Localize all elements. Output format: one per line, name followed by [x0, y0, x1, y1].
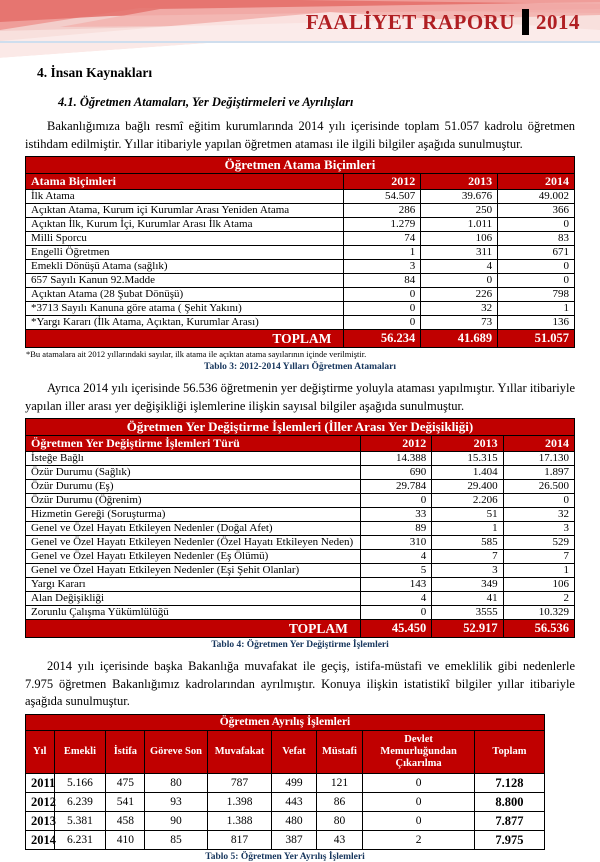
table-cell: 0 — [360, 494, 431, 508]
column-header: Toplam — [474, 730, 544, 773]
report-year: 2014 — [536, 9, 580, 34]
table-cell: 143 — [360, 578, 431, 592]
table-cell: İsteğe Bağlı — [26, 452, 361, 466]
table-cell: İlk Atama — [26, 190, 344, 204]
table-cell: 671 — [498, 246, 575, 260]
table-cell: 226 — [421, 288, 498, 302]
table-cell: 7.128 — [474, 773, 544, 792]
table-cell: 80 — [316, 811, 363, 830]
total-label: TOPLAM — [26, 620, 361, 638]
table-cell: 93 — [145, 792, 207, 811]
table-cell: 29.784 — [360, 480, 431, 494]
report-title: FAALİYET RAPORU — [305, 9, 515, 34]
table-cell: 387 — [272, 830, 316, 849]
table-cell: 529 — [503, 536, 574, 550]
table-cell: *Yargı Kararı (İlk Atama, Açıktan, Kurumlar Arası) — [26, 316, 344, 330]
total-value: 56.536 — [503, 620, 574, 638]
page-header — [0, 0, 600, 41]
table-cell: 475 — [106, 773, 145, 792]
table-cell: Açıktan İlk, Kurum İçi, Kurumlar Arası İlk Atama — [26, 218, 344, 232]
table-cell: 84 — [344, 274, 421, 288]
table-cell: 0 — [360, 606, 431, 620]
total-value: 56.234 — [344, 330, 421, 348]
table-cell: 0 — [344, 302, 421, 316]
table-cell: Genel ve Özel Hayatı Etkileyen Nedenler (Eş Ölümü) — [26, 550, 361, 564]
table-row — [26, 550, 575, 564]
table-cell: 15.315 — [432, 452, 503, 466]
table-cell: 33 — [360, 508, 431, 522]
table-cell: 7 — [503, 550, 574, 564]
table-cell: 4 — [421, 260, 498, 274]
table-cell: Hizmetin Gereği (Soruşturma) — [26, 508, 361, 522]
table-cell: 5 — [360, 564, 431, 578]
column-header: Vefat — [272, 730, 316, 773]
table-title: Öğretmen Atama Biçimleri — [26, 157, 575, 174]
table3-caption: Tablo 5: Öğretmen Yer Ayrılış İşlemleri — [205, 851, 365, 862]
table-cell: 4 — [360, 592, 431, 606]
subsection-heading: 4.1. Öğretmen Atamaları, Yer Değiştirmeleri ve Ayrılışları — [58, 95, 354, 109]
table-cell: 3 — [344, 260, 421, 274]
table2-caption: Tablo 4: Öğretmen Yer Değiştirme İşlemleri — [211, 640, 389, 650]
table-cell: 0 — [363, 792, 475, 811]
column-header: Devlet Memurluğundan Çıkarılma — [363, 730, 475, 773]
table-row — [26, 592, 575, 606]
table-cell: Özür Durumu (Sağlık) — [26, 466, 361, 480]
table-cell: 657 Sayılı Kanun 92.Madde — [26, 274, 344, 288]
table-row — [26, 536, 575, 550]
table-row — [26, 274, 575, 288]
table-cell: 2 — [363, 830, 475, 849]
table-cell: 0 — [344, 288, 421, 302]
table-cell: 8.800 — [474, 792, 544, 811]
table-row — [26, 606, 575, 620]
table-cell: 43 — [316, 830, 363, 849]
table-cell: 121 — [316, 773, 363, 792]
table-cell: 39.676 — [421, 190, 498, 204]
paragraph-3: 2014 yılı içerisinde başka Bakanlığa muvafakat ile geçiş, istifa-müstafi ve emeklilik gibi nedenlerle 7.975 öğretmen Bakanlığımız kadrolarından ayrılmıştır. Konuya ilişkin istatistikî bilgiler yıllar itibariyle aşağıda sunulmuştur. — [25, 659, 575, 708]
table-cell: Genel ve Özel Hayatı Etkileyen Nedenler (Doğal Afet) — [26, 522, 361, 536]
paragraph-2: Ayrıca 2014 yılı içerisinde 56.536 öğretmenin yer değiştirme yoluyla ataması yapılmıştır. Yıllar itibariyle yapılan iller arası yer değişikliği işlemlerine ilişkin sayısal bilgiler aşağıda sunulmuştur. — [25, 381, 575, 413]
column-header: İstifa — [106, 730, 145, 773]
table-cell: Genel ve Özel Hayatı Etkileyen Nedenler (Eşi Şehit Olanlar) — [26, 564, 361, 578]
table-title-row — [26, 419, 575, 436]
table-cell: 51 — [432, 508, 503, 522]
table-cell: 499 — [272, 773, 316, 792]
table-cell: Milli Sporcu — [26, 232, 344, 246]
table-cell: 690 — [360, 466, 431, 480]
report-title-group — [306, 9, 580, 35]
table-cell: Özür Durumu (Öğrenim) — [26, 494, 361, 508]
table-cell: 41 — [432, 592, 503, 606]
table-row — [26, 792, 545, 811]
table-cell: 136 — [498, 316, 575, 330]
table-cell: 6.231 — [54, 830, 106, 849]
table-cell: 3 — [432, 564, 503, 578]
table-total-row — [26, 330, 575, 348]
table-title-row — [26, 157, 575, 174]
table-cell: 310 — [360, 536, 431, 550]
table-cell: 817 — [207, 830, 272, 849]
table-cell: 1 — [498, 302, 575, 316]
table-cell: 7.877 — [474, 811, 544, 830]
column-header: 2014 — [503, 436, 574, 452]
table-cell: 7 — [432, 550, 503, 564]
column-header: Atama Biçimleri — [26, 174, 344, 190]
table-cell: 3 — [503, 522, 574, 536]
table-cell: 85 — [145, 830, 207, 849]
table-cell: 1.398 — [207, 792, 272, 811]
table-total-row — [26, 620, 575, 638]
table-cell: 1.011 — [421, 218, 498, 232]
table-cell: 410 — [106, 830, 145, 849]
total-value: 41.689 — [421, 330, 498, 348]
table-cell: 2012 — [26, 792, 55, 811]
table-cell: Özür Durumu (Eş) — [26, 480, 361, 494]
table-cell: 5.166 — [54, 773, 106, 792]
table-row — [26, 316, 575, 330]
table-cell: 2 — [503, 592, 574, 606]
total-label: TOPLAM — [26, 330, 344, 348]
table-cell: 2014 — [26, 830, 55, 849]
table-cell: 311 — [421, 246, 498, 260]
table-row — [26, 494, 575, 508]
table-cell: 5.381 — [54, 811, 106, 830]
table-cell: 3555 — [432, 606, 503, 620]
table-row — [26, 218, 575, 232]
table-cell: 1.388 — [207, 811, 272, 830]
table-row — [26, 190, 575, 204]
table-cell: Emekli Dönüşü Atama (sağlık) — [26, 260, 344, 274]
table-cell: 366 — [498, 204, 575, 218]
table-cell: 541 — [106, 792, 145, 811]
table-ayrilis-islemleri — [25, 714, 545, 850]
table-cell: Alan Değişikliği — [26, 592, 361, 606]
title-divider-bar — [522, 9, 529, 35]
column-header: Öğretmen Yer Değiştirme İşlemleri Türü — [26, 436, 361, 452]
table-row — [26, 773, 545, 792]
table-cell: 443 — [272, 792, 316, 811]
table-cell: 250 — [421, 204, 498, 218]
table-cell: 0 — [421, 274, 498, 288]
table-row — [26, 508, 575, 522]
column-header: Yıl — [26, 730, 55, 773]
table-row — [26, 830, 545, 849]
table-cell: 0 — [363, 773, 475, 792]
table-cell: 787 — [207, 773, 272, 792]
table-cell: 1.897 — [503, 466, 574, 480]
table-row — [26, 564, 575, 578]
table-cell: 458 — [106, 811, 145, 830]
column-header: 2013 — [432, 436, 503, 452]
table-title: Öğretmen Ayrılış İşlemleri — [26, 714, 545, 730]
table-cell: 83 — [498, 232, 575, 246]
table-cell: 7.975 — [474, 830, 544, 849]
table-cell: Zorunlu Çalışma Yükümlülüğü — [26, 606, 361, 620]
table-cell: Açıktan Atama, Kurum içi Kurumlar Arası Yeniden Atama — [26, 204, 344, 218]
table-cell: 49.002 — [498, 190, 575, 204]
table-cell: 2.206 — [432, 494, 503, 508]
table-cell: 1 — [503, 564, 574, 578]
table-row — [26, 522, 575, 536]
table-title-row — [26, 714, 545, 730]
table-cell: 29.400 — [432, 480, 503, 494]
column-header: Emekli — [54, 730, 106, 773]
table-cell: 0 — [503, 494, 574, 508]
table-cell: 90 — [145, 811, 207, 830]
table-cell: Açıktan Atama (28 Şubat Dönüşü) — [26, 288, 344, 302]
table-cell: 286 — [344, 204, 421, 218]
table-row — [26, 232, 575, 246]
table-cell: 74 — [344, 232, 421, 246]
table-cell: 86 — [316, 792, 363, 811]
column-header: 2014 — [498, 174, 575, 190]
table-cell: 480 — [272, 811, 316, 830]
table1-footnote: *Bu atamalara ait 2012 yıllarındaki sayılar, ilk atama ile açıktan atama sayılarının içinde verilmiştir. — [26, 349, 367, 359]
table-cell: 14.388 — [360, 452, 431, 466]
table-cell: 0 — [344, 316, 421, 330]
table-yer-degistirme — [25, 418, 575, 638]
section-heading: 4. İnsan Kaynakları — [37, 65, 153, 80]
table-cell: 80 — [145, 773, 207, 792]
table-title: Öğretmen Yer Değiştirme İşlemleri (İller Arası Yer Değişikliği) — [26, 419, 575, 436]
table-cell: 0 — [498, 260, 575, 274]
table-cell: 2013 — [26, 811, 55, 830]
table-row — [26, 452, 575, 466]
table-cell: 17.130 — [503, 452, 574, 466]
table-cell: 10.329 — [503, 606, 574, 620]
table1-caption: Tablo 3: 2012-2014 Yılları Öğretmen Atamaları — [203, 362, 396, 372]
table-cell: 26.500 — [503, 480, 574, 494]
table-cell: 6.239 — [54, 792, 106, 811]
table-row — [26, 578, 575, 592]
table-header-row — [26, 174, 575, 190]
table-row — [26, 302, 575, 316]
page-content — [25, 43, 575, 862]
table-row — [26, 260, 575, 274]
table-cell: 0 — [498, 274, 575, 288]
table-header-row — [26, 436, 575, 452]
table-cell: 106 — [503, 578, 574, 592]
table-cell: *3713 Sayılı Kanuna göre atama ( Şehit Yakını) — [26, 302, 344, 316]
table-cell: 73 — [421, 316, 498, 330]
table-cell: 798 — [498, 288, 575, 302]
table-row — [26, 288, 575, 302]
column-header: 2012 — [344, 174, 421, 190]
table-cell: 106 — [421, 232, 498, 246]
table-cell: Yargı Kararı — [26, 578, 361, 592]
table-cell: Engelli Öğretmen — [26, 246, 344, 260]
paragraph-1: Bakanlığımıza bağlı resmî eğitim kurumlarında 2014 yılı içerisinde toplam 51.057 kadrolu öğretmen istihdam edilmiştir. Yıllar itibariyle yapılan öğretmen ataması ile ilgili bilgiler aşağıda sunulmuştur. — [25, 119, 575, 151]
table-cell: 54.507 — [344, 190, 421, 204]
table-row — [26, 466, 575, 480]
table-cell: 4 — [360, 550, 431, 564]
total-value: 52.917 — [432, 620, 503, 638]
table-cell: 1 — [344, 246, 421, 260]
table-row — [26, 811, 545, 830]
table-cell: 0 — [363, 811, 475, 830]
table-cell: 1.279 — [344, 218, 421, 232]
table-cell: 349 — [432, 578, 503, 592]
total-value: 45.450 — [360, 620, 431, 638]
column-header: 2013 — [421, 174, 498, 190]
column-header: Muvafakat — [207, 730, 272, 773]
table-row — [26, 204, 575, 218]
table-row — [26, 246, 575, 260]
table-cell: 1 — [432, 522, 503, 536]
column-header: Göreve Son — [145, 730, 207, 773]
table-cell: 585 — [432, 536, 503, 550]
table-header-row — [26, 730, 545, 773]
table-cell: 1.404 — [432, 466, 503, 480]
table-atama-bicimleri — [25, 156, 575, 348]
column-header: Müstafi — [316, 730, 363, 773]
table-cell: 2011 — [26, 773, 55, 792]
table-row — [26, 480, 575, 494]
total-value: 51.057 — [498, 330, 575, 348]
table-cell: 89 — [360, 522, 431, 536]
table-cell: 32 — [421, 302, 498, 316]
table-cell: Genel ve Özel Hayatı Etkileyen Nedenler (Özel Hayatı Etkileyen Neden) — [26, 536, 361, 550]
column-header: 2012 — [360, 436, 431, 452]
table-cell: 0 — [498, 218, 575, 232]
table-cell: 32 — [503, 508, 574, 522]
